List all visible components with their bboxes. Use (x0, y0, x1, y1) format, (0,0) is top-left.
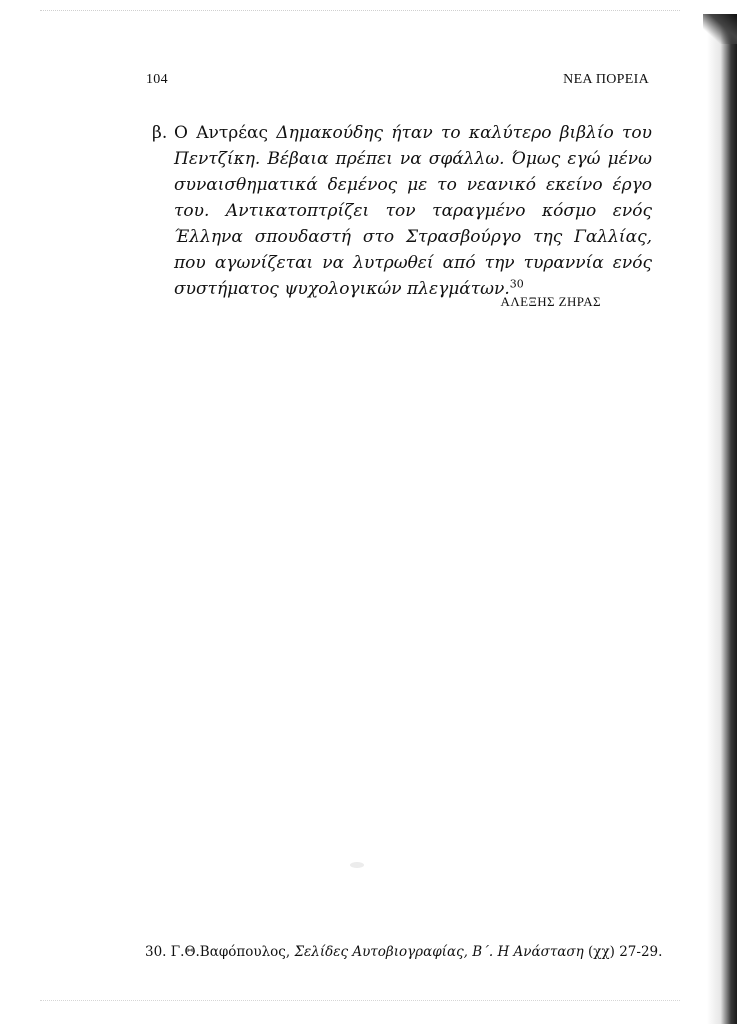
footnote-reference: 30 (509, 277, 524, 291)
running-header (146, 72, 649, 88)
footnote-issue: (χχ) 27-29. (588, 944, 663, 960)
footnote-number: 30. (145, 944, 167, 960)
running-title: ΝΕΑ ΠΟΡΕΙΑ (563, 72, 649, 87)
footnote-title: Σελίδες Αυτοβιογραφίας, Β΄. Η Ανάσταση (294, 944, 584, 960)
footnote-author: Γ.Θ.Βαφόπουλος, (170, 944, 291, 960)
scan-right-edge-shadow (707, 20, 737, 1024)
author-signature: ΑΛΕΞΗΣ ΖΗΡΑΣ (500, 294, 601, 309)
body-lead-text: Ο Αντρέας (174, 123, 269, 143)
footnote (145, 944, 662, 960)
body-text: Δημακούδης ήταν το καλύτερο βιβλίο του Πεντζίκη. Βέβαια πρέπει να σφάλλω. Όμως εγώ μένω συναισθηματικά δεμένος με το νεανικό εκείνο έργο του. Αντικατοπτρίζει τον ταραγμένο κόσμο ενός Έλληνα σπουδαστή στο Στρασβούργο της Γαλλίας, που αγωνίζεται να λυτρωθεί από την τυραννία ενός συστήματος ψυχολογικών πλεγμάτων. (174, 123, 652, 299)
scan-bottom-edge (40, 1000, 680, 1001)
body-paragraph (152, 120, 652, 302)
scan-corner-shadow (703, 14, 737, 44)
scan-smudge (350, 862, 364, 868)
page-number: 104 (146, 72, 168, 87)
scan-top-edge (40, 10, 680, 11)
item-marker: β. (152, 123, 168, 143)
